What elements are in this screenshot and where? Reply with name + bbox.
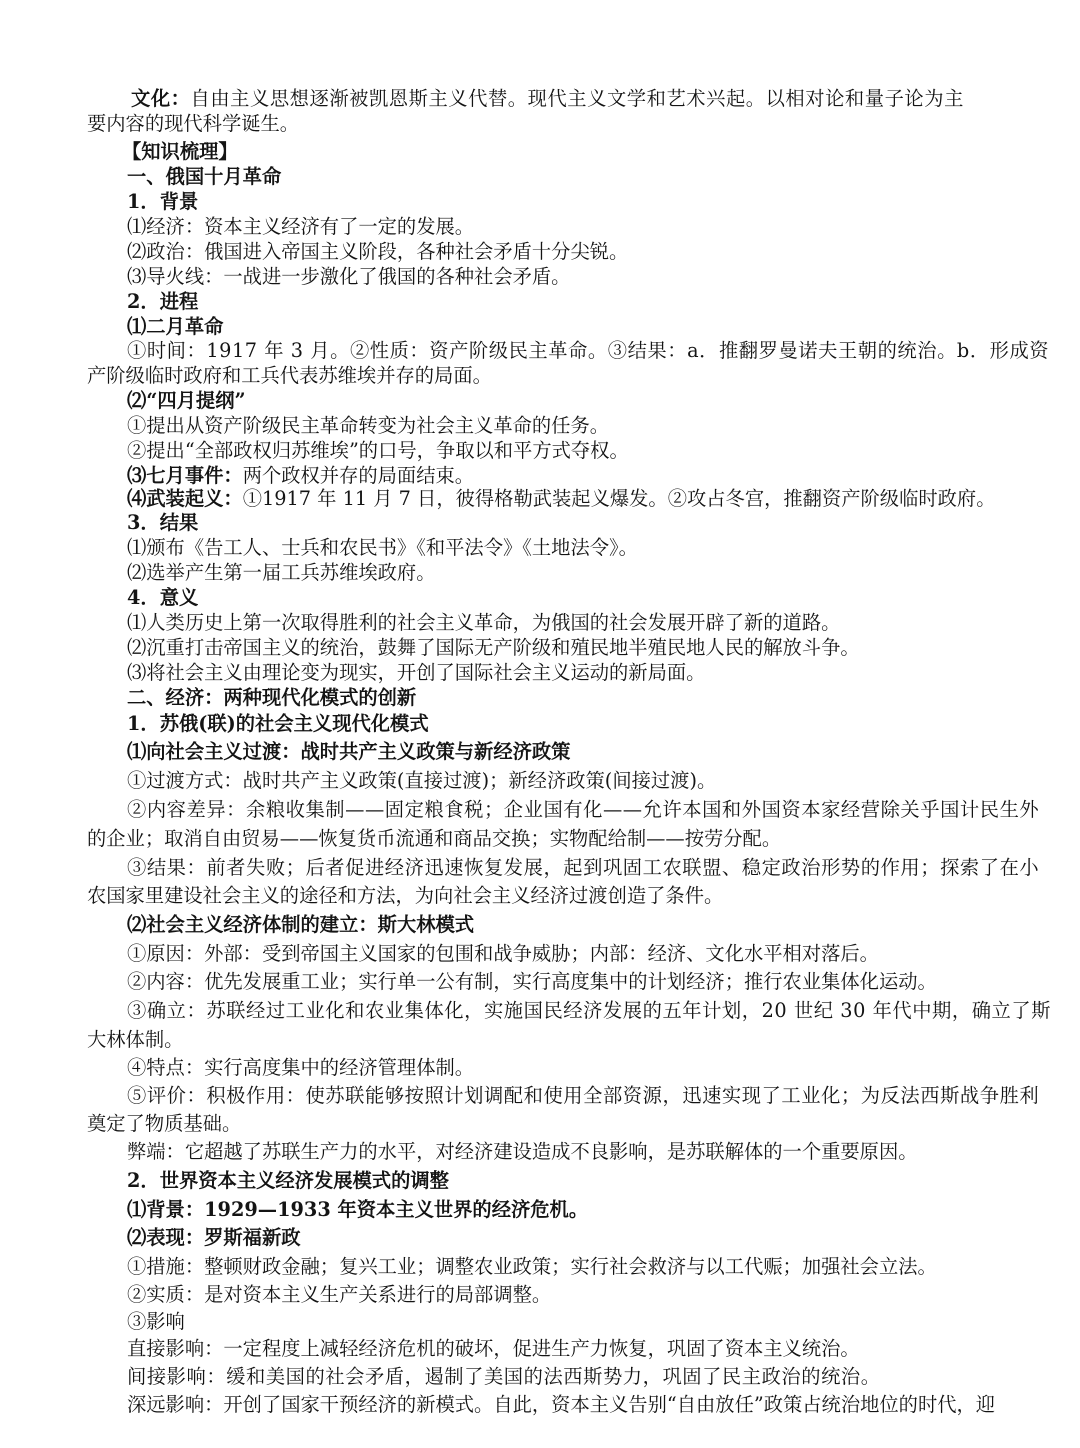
- text-line: [127, 214, 474, 240]
- text-line: [127, 1336, 860, 1362]
- text-line: [127, 1139, 918, 1165]
- bold-heading: 文化：: [131, 87, 191, 110]
- text-line: [127, 969, 937, 995]
- text-line: [127, 1055, 474, 1081]
- bold-heading: 【知识梳理】: [122, 140, 238, 163]
- text-line: [87, 826, 781, 852]
- body-text: 要内容的现代科学诞生。: [87, 112, 300, 135]
- body-text: ②提出“全部政权归苏维埃”的口号，争取以和平方式夺权。: [127, 439, 629, 462]
- body-text: ③结果：前者失败；后者促进经济迅速恢复发展，起到巩固工农联盟、稳定政治形势的作用；探索了在小: [127, 856, 1040, 879]
- body-text: 的企业；取消自由贸易——恢复货币流通和商品交换；实物配给制——按劳分配。: [87, 827, 782, 850]
- bold-heading: ⑴向社会主义过渡：战时共产主义政策与新经济政策: [127, 740, 571, 763]
- bold-heading: 1．苏俄(联)的社会主义现代化模式: [127, 712, 429, 735]
- text-line: [127, 685, 416, 711]
- bold-heading: ⑵“四月提纲”: [127, 389, 246, 412]
- bold-heading: 二、经济：两种现代化模式的创新: [127, 686, 417, 709]
- text-line: [127, 610, 840, 636]
- bold-heading: ⑵表现：罗斯福新政: [127, 1226, 301, 1249]
- bold-heading: ⑵社会主义经济体制的建立：斯大林模式: [127, 913, 475, 936]
- body-text: ⑴颁布《告工人、士兵和农民书》《和平法令》《土地法令》。: [127, 536, 638, 559]
- text-line: [127, 660, 705, 686]
- body-text: ①措施：整顿财政金融；复兴工业；调整农业政策；实行社会救济与以工代赈；加强社会立法。: [127, 1255, 937, 1278]
- text-line: [127, 1254, 937, 1280]
- body-text: 两个政权并存的局面结束。: [242, 464, 475, 487]
- body-text: ②内容差异：余粮收集制——固定粮食税；企业国有化——允许本国和外国资本家经营除关乎国计民生外: [127, 798, 1040, 821]
- body-text: 奠定了物质基础。: [87, 1112, 242, 1135]
- bold-heading: 一、俄国十月革命: [127, 165, 282, 188]
- bold-heading: ⑶七月事件：: [127, 464, 243, 487]
- text-line: [127, 912, 474, 938]
- text-line: [127, 1083, 1039, 1109]
- body-text: 间接影响：缓和美国的社会矛盾，遏制了美国的法西斯势力，巩固了民主政治的统治。: [127, 1365, 881, 1388]
- body-text: ①时间：1917 年 3 月。②性质：资产阶级民主革命。③结果：a．推翻罗曼诺夫王朝的统治。b．形成资: [127, 339, 1050, 362]
- text-line: [127, 1168, 449, 1194]
- text-line: [127, 413, 609, 439]
- text-line: [87, 111, 299, 137]
- text-line: [127, 1225, 301, 1251]
- text-line: [127, 1282, 551, 1308]
- bold-heading: 2．世界资本主义经济发展模式的调整: [127, 1169, 449, 1192]
- text-line: [127, 289, 198, 315]
- text-line: [127, 388, 246, 414]
- bold-heading: ⑴二月革命: [127, 315, 224, 338]
- text-line: [127, 189, 198, 215]
- text-line: [131, 86, 964, 112]
- text-line: [127, 855, 1039, 881]
- text-line: [127, 164, 281, 190]
- text-line: [127, 486, 995, 512]
- body-text: ③影响: [127, 1310, 185, 1333]
- text-line: [127, 535, 638, 561]
- text-line: [127, 438, 629, 464]
- body-text: ②内容：优先发展重工业；实行单一公有制，实行高度集中的计划经济；推行农业集体化运动。: [127, 970, 937, 993]
- body-text: 深远影响：开创了国家干预经济的新模式。自此，资本主义告别“自由放任”政策占统治地位的时代，迎: [127, 1393, 996, 1416]
- body-text: ②实质：是对资本主义生产关系进行的局部调整。: [127, 1283, 552, 1306]
- body-text: ⑤评价：积极作用：使苏联能够按照计划调配和使用全部资源，迅速实现了工业化；为反法西斯战争胜利: [127, 1084, 1040, 1107]
- text-line: [87, 883, 723, 909]
- text-line: [127, 635, 860, 661]
- body-text: ③确立：苏联经过工业化和农业集体化，实施国民经济发展的五年计划，20 世纪 30 年代中期，确立了斯: [127, 999, 1052, 1022]
- text-line: [127, 585, 198, 611]
- text-line: [127, 711, 429, 737]
- body-text: ①提出从资产阶级民主革命转变为社会主义革命的任务。: [127, 414, 610, 437]
- text-line: [127, 1197, 588, 1223]
- bold-heading: ⑴背景：1929—1933 年资本主义世界的经济危机。: [127, 1198, 589, 1221]
- bold-heading: 1．背景: [127, 190, 199, 213]
- text-line: [122, 139, 238, 165]
- body-text: ①1917 年 11 月 7 日，彼得格勒武装起义爆发。②攻占冬宫，推翻资产阶级临时政府。: [242, 487, 996, 510]
- body-text: ⑵沉重打击帝国主义的统治，鼓舞了国际无产阶级和殖民地半殖民地人民的解放斗争。: [127, 636, 860, 659]
- body-text: 自由主义思想逐渐被凯恩斯主义代替。现代主义文学和艺术兴起。以相对论和量子论为主: [190, 87, 964, 110]
- bold-heading: 4．意义: [127, 586, 199, 609]
- text-line: [127, 1364, 881, 1390]
- text-line: [87, 1111, 241, 1137]
- bold-heading: ⑷武装起义：: [127, 487, 243, 510]
- body-text: ⑵选举产生第一届工兵苏维埃政府。: [127, 561, 436, 584]
- body-text: ⑶将社会主义由理论变为现实，开创了国际社会主义运动的新局面。: [127, 661, 706, 684]
- text-line: [127, 338, 1049, 364]
- text-line: [127, 314, 223, 340]
- body-text: ①过渡方式：战时共产主义政策(直接过渡)；新经济政策(间接过渡)。: [127, 769, 717, 792]
- text-line: [87, 1027, 183, 1053]
- bold-heading: 3．结果: [127, 511, 199, 534]
- body-text: 产阶级临时政府和工兵代表苏维埃并存的局面。: [87, 364, 492, 387]
- text-line: [127, 510, 198, 536]
- text-line: [127, 998, 1051, 1024]
- text-line: [127, 1392, 995, 1418]
- body-text: ①原因：外部：受到帝国主义国家的包围和战争威胁；内部：经济、文化水平相对落后。: [127, 942, 879, 965]
- body-text: ⑴经济：资本主义经济有了一定的发展。: [127, 215, 475, 238]
- body-text: ⑵政治：俄国进入帝国主义阶段，各种社会矛盾十分尖锐。: [127, 240, 629, 263]
- text-line: [127, 797, 1039, 823]
- text-line: [127, 560, 436, 586]
- body-text: 大林体制。: [87, 1028, 184, 1051]
- bold-heading: 2．进程: [127, 290, 199, 313]
- text-line: [127, 1309, 185, 1335]
- text-line: [87, 363, 492, 389]
- body-text: 农国家里建设社会主义的途径和方法，为向社会主义经济过渡创造了条件。: [87, 884, 724, 907]
- body-text: 弊端：它超越了苏联生产力的水平，对经济建设造成不良影响，是苏联解体的一个重要原因。: [127, 1140, 918, 1163]
- body-text: 直接影响：一定程度上减轻经济危机的破坏，促进生产力恢复，巩固了资本主义统治。: [127, 1337, 860, 1360]
- body-text: ⑴人类历史上第一次取得胜利的社会主义革命，为俄国的社会发展开辟了新的道路。: [127, 611, 841, 634]
- text-line: [127, 264, 570, 290]
- text-line: [127, 739, 570, 765]
- text-line: [127, 941, 879, 967]
- body-text: ⑶导火线：一战进一步激化了俄国的各种社会矛盾。: [127, 265, 571, 288]
- text-line: [127, 768, 716, 794]
- text-line: [127, 239, 628, 265]
- body-text: ④特点：实行高度集中的经济管理体制。: [127, 1056, 475, 1079]
